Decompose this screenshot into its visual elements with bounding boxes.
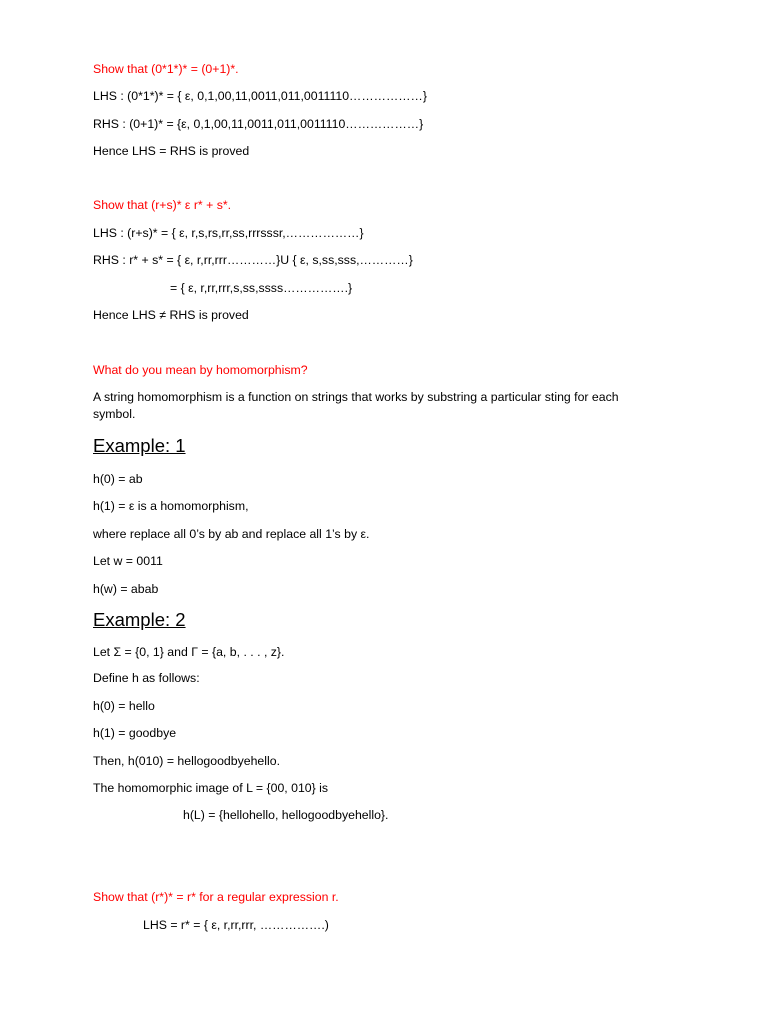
q2-lhs: LHS : (r+s)* = { ε, r,s,rs,rr,ss,rrrsssr,………………}: [93, 226, 364, 240]
example2-line-5: Then, h(010) = hellogoodbyehello.: [93, 754, 280, 768]
q3-title: What do you mean by homomorphism?: [93, 363, 308, 377]
example1-line-5: h(w) = abab: [93, 582, 159, 596]
q4-title: Show that (r*)* = r* for a regular expression r.: [93, 890, 339, 904]
q1-conclusion: Hence LHS = RHS is proved: [93, 144, 250, 158]
example1-heading: Example: 1: [93, 435, 186, 456]
example1-line-3: where replace all 0’s by ab and replace all 1’s by ε.: [93, 527, 370, 541]
example1-line-4: Let w = 0011: [93, 554, 163, 568]
example2-line-1: Let Σ = {0, 1} and Γ = {a, b, . . . , z}.: [93, 645, 285, 659]
example1-line-2: h(1) = ε is a homomorphism,: [93, 499, 249, 513]
q2-rhs: RHS : r* + s* = { ε, r,rr,rrr…………}U { ε, s,ss,sss,…………}: [93, 253, 413, 267]
example2-heading: Example: 2: [93, 609, 186, 630]
q2-title: Show that (r+s)* ε r* + s*.: [93, 198, 232, 212]
q2-rhs-continued: = { ε, r,rr,rrr,s,ss,ssss…………….}: [170, 281, 353, 295]
q1-lhs: LHS : (0*1*)* = { ε, 0,1,00,11,0011,011,0011110………………}: [93, 89, 427, 103]
example2-line-4: h(1) = goodbye: [93, 726, 177, 740]
example2-line-3: h(0) = hello: [93, 699, 155, 713]
example2-line-6: The homomorphic image of L = {00, 010} is: [93, 781, 329, 795]
example1-line-1: h(0) = ab: [93, 472, 143, 486]
example2-line-7: h(L) = {hellohello, hellogoodbyehello}.: [183, 808, 389, 822]
q3-definition: A string homomorphism is a function on strings that works by substring a particular sting for each symbol.: [93, 390, 619, 421]
q4-lhs: LHS = r* = { ε, r,rr,rrr, …………….): [143, 918, 329, 932]
q1-title: Show that (0*1*)* = (0+1)*.: [93, 62, 239, 76]
q1-rhs: RHS : (0+1)* = {ε, 0,1,00,11,0011,011,0011110………………}: [93, 117, 424, 131]
example2-line-2: Define h as follows:: [93, 671, 200, 685]
q2-conclusion: Hence LHS ≠ RHS is proved: [93, 308, 249, 322]
